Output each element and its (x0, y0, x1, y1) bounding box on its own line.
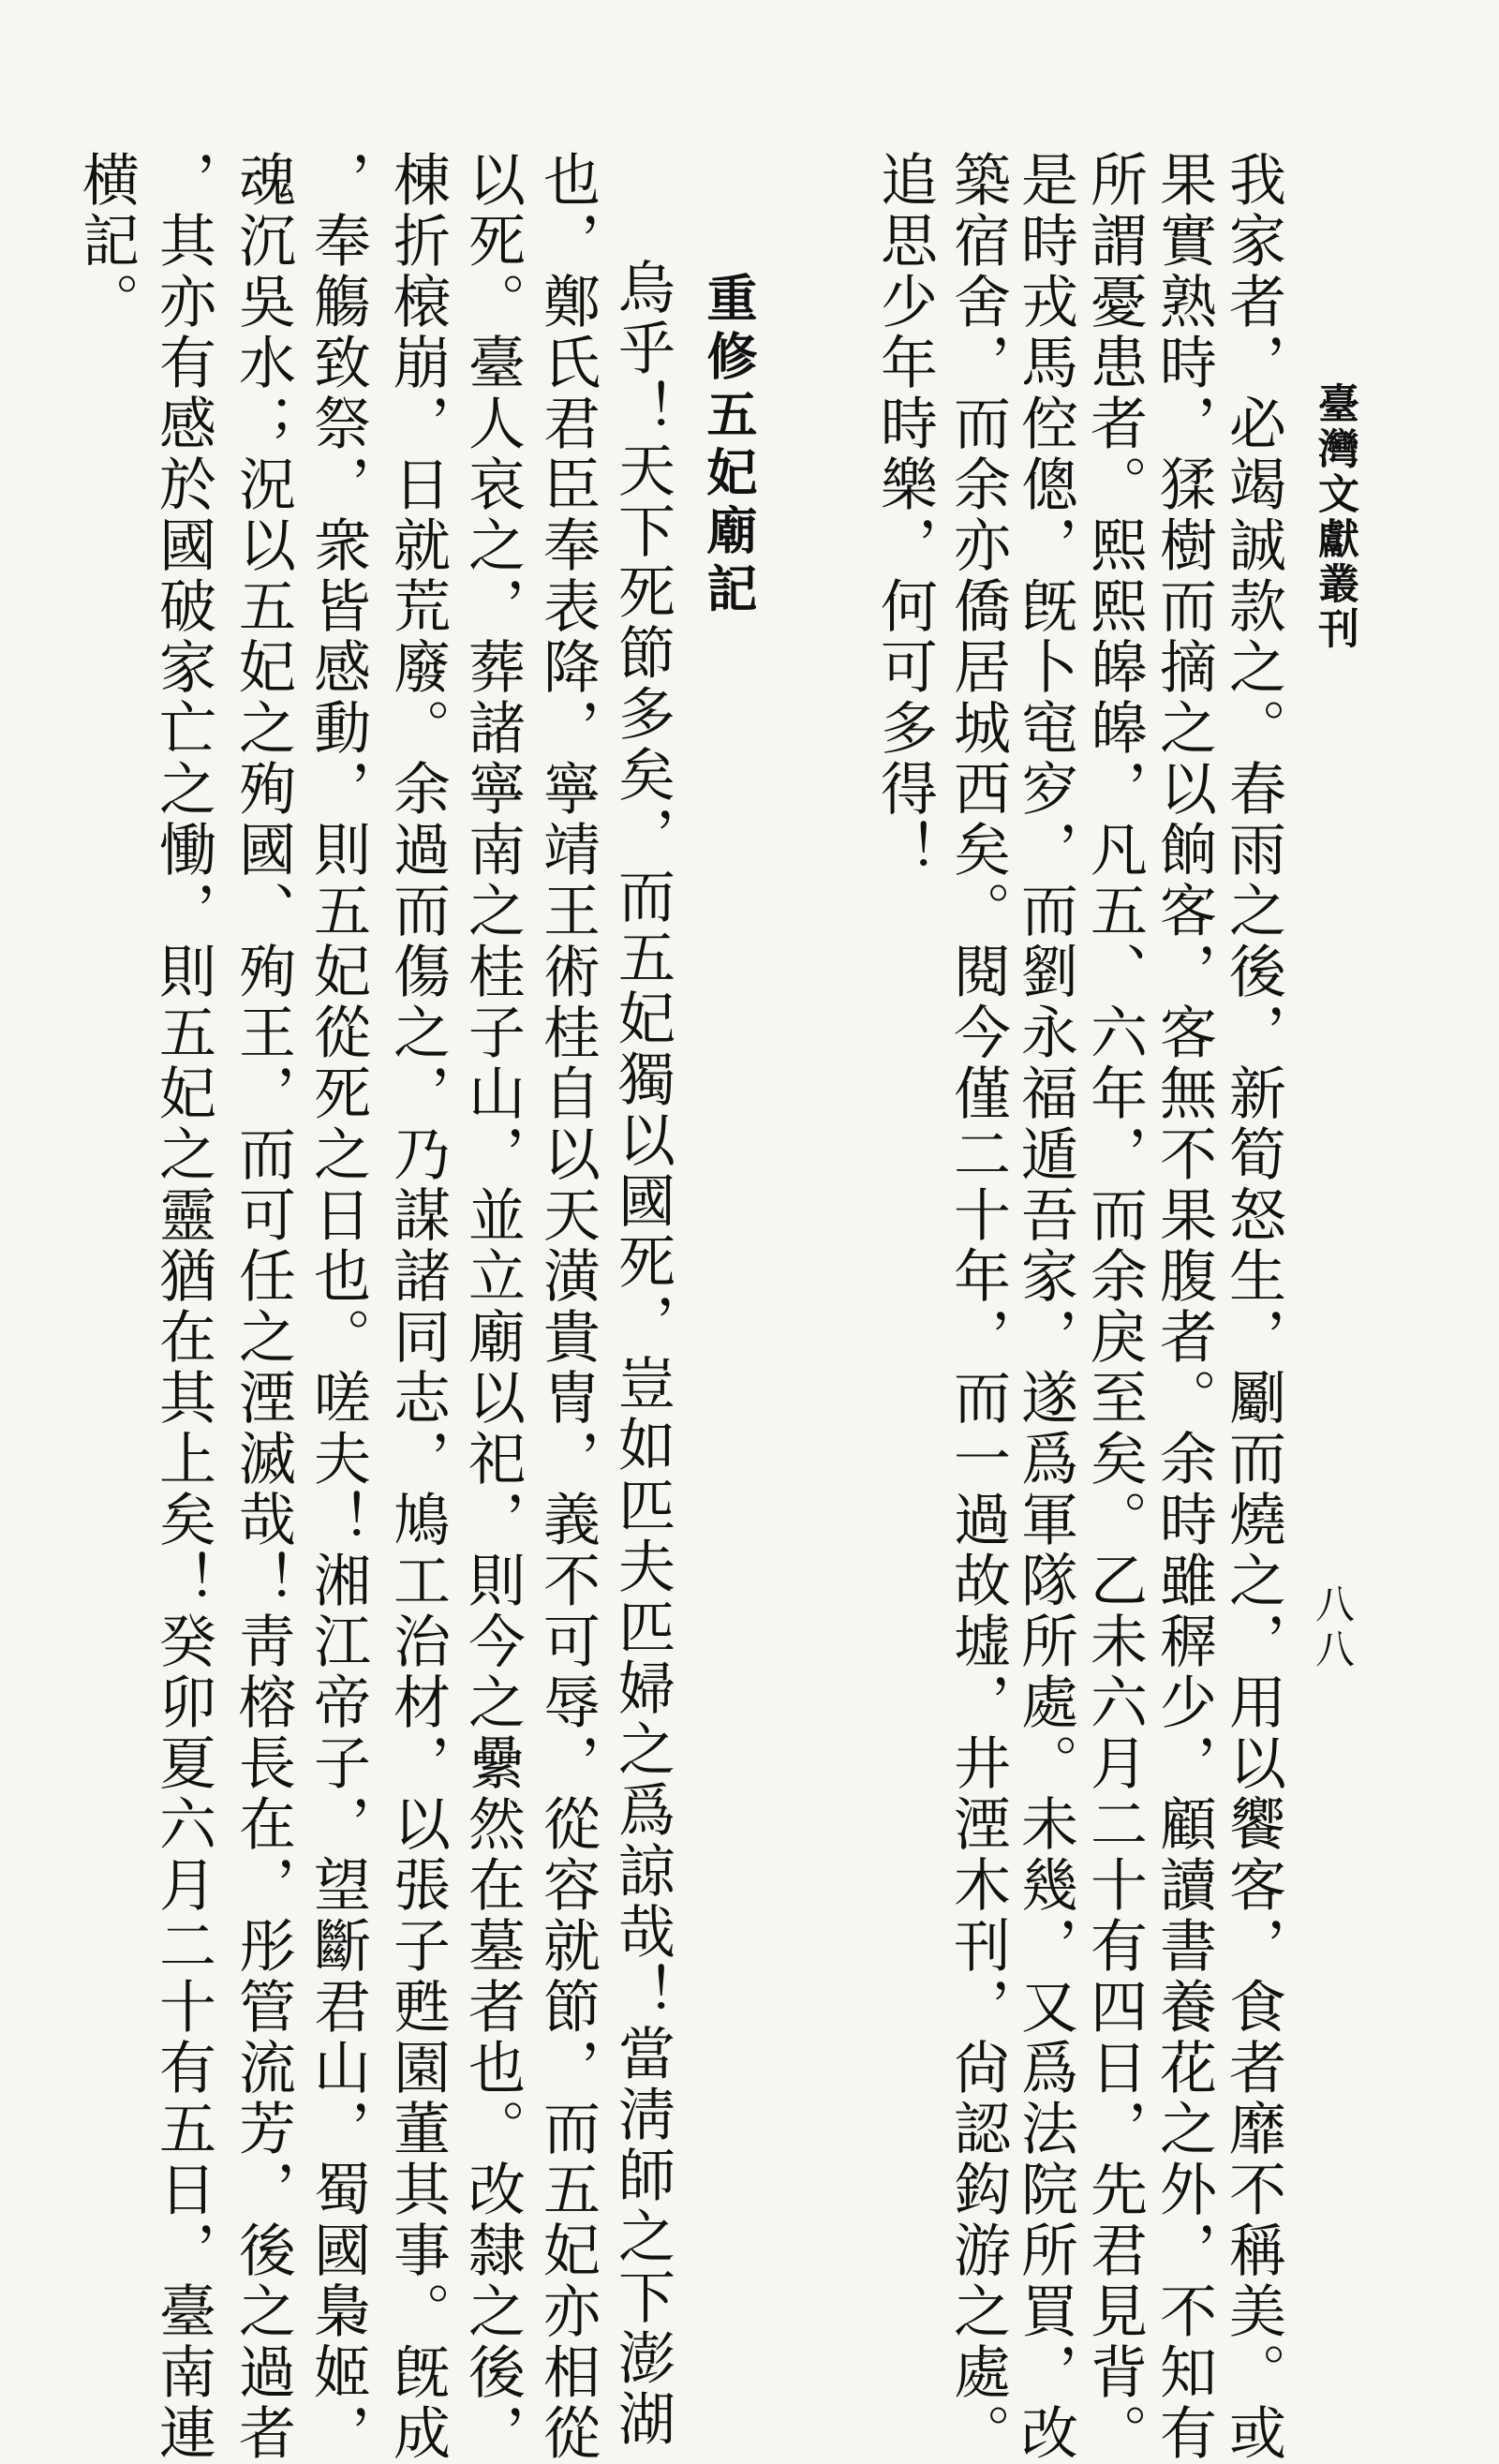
essay2-column: ，奉觴致祭，衆皆感動，則五妃從死之日也。嗟夫！湘江帝子，望斷君山，蜀國梟姬， (304, 150, 371, 2464)
essay2-title: 重修五妃廟記 (699, 272, 759, 620)
essay2-column: 也，鄭氏君臣奉表降，寧靖王術桂自以天潢貴冑，義不可辱，從容就節，而五妃亦相從 (534, 150, 601, 2464)
essay2-column: 魂沉吳水；況以五妃之殉國、殉王，而可任之湮滅哉！靑榕長在，彤管流芳，後之過者 (230, 150, 296, 2464)
essay1-column: 是時戎馬倥傯，旣卜窀穸，而劉永福遁吾家，遂爲軍隊所處。未幾，又爲法院所買，改 (1012, 150, 1078, 2464)
essay1-column: 我家者，必竭誠款之。春雨之後，新筍怒生，劚而燒之，用以饗客，食者靡不稱美。或 (1220, 150, 1286, 2464)
essay2-column: 烏乎！天下死節多矣，而五妃獨以國死，豈如匹夫匹婦之爲諒哉！當淸師之下澎湖 (609, 258, 675, 2450)
essay1-column: 追思少年時樂，何可多得！ (871, 150, 938, 881)
essay1-column: 所謂憂患者。熙熙皞皞，凡五、六年，而余戾至矣。乙未六月二十有四日，先君見背。 (1081, 150, 1148, 2464)
essay2-column: 以死。臺人哀之，葬諸寧南之桂子山，並立廟以祀，則今之纍然在墓者也。改隸之後， (459, 150, 526, 2464)
essay2-column: 横記。 (73, 150, 140, 333)
page-number: 八八 (1310, 1583, 1356, 1673)
essay1-column: 築宿舍，而余亦僑居城西矣。閱今僅二十年，而一過故墟，井湮木刊，尙認鈎游之處。 (944, 150, 1011, 2464)
running-head-title: 臺灣文獻叢刊 (1311, 382, 1358, 652)
essay2-column: ，其亦有感於國破家亡之慟，則五妃之靈猶在其上矣！癸卯夏六月二十有五日，臺南連 (150, 150, 216, 2464)
essay2-column: 棟折榱崩，日就荒廢。余過而傷之，乃謀諸同志，鳩工治材，以張子甦園董其事。旣成 (384, 150, 451, 2464)
essay1-column: 果實熟時，猱樹而摘之以餉客，客無不果腹者。余時雖稺少，顧讀書養花之外，不知有 (1150, 150, 1217, 2464)
